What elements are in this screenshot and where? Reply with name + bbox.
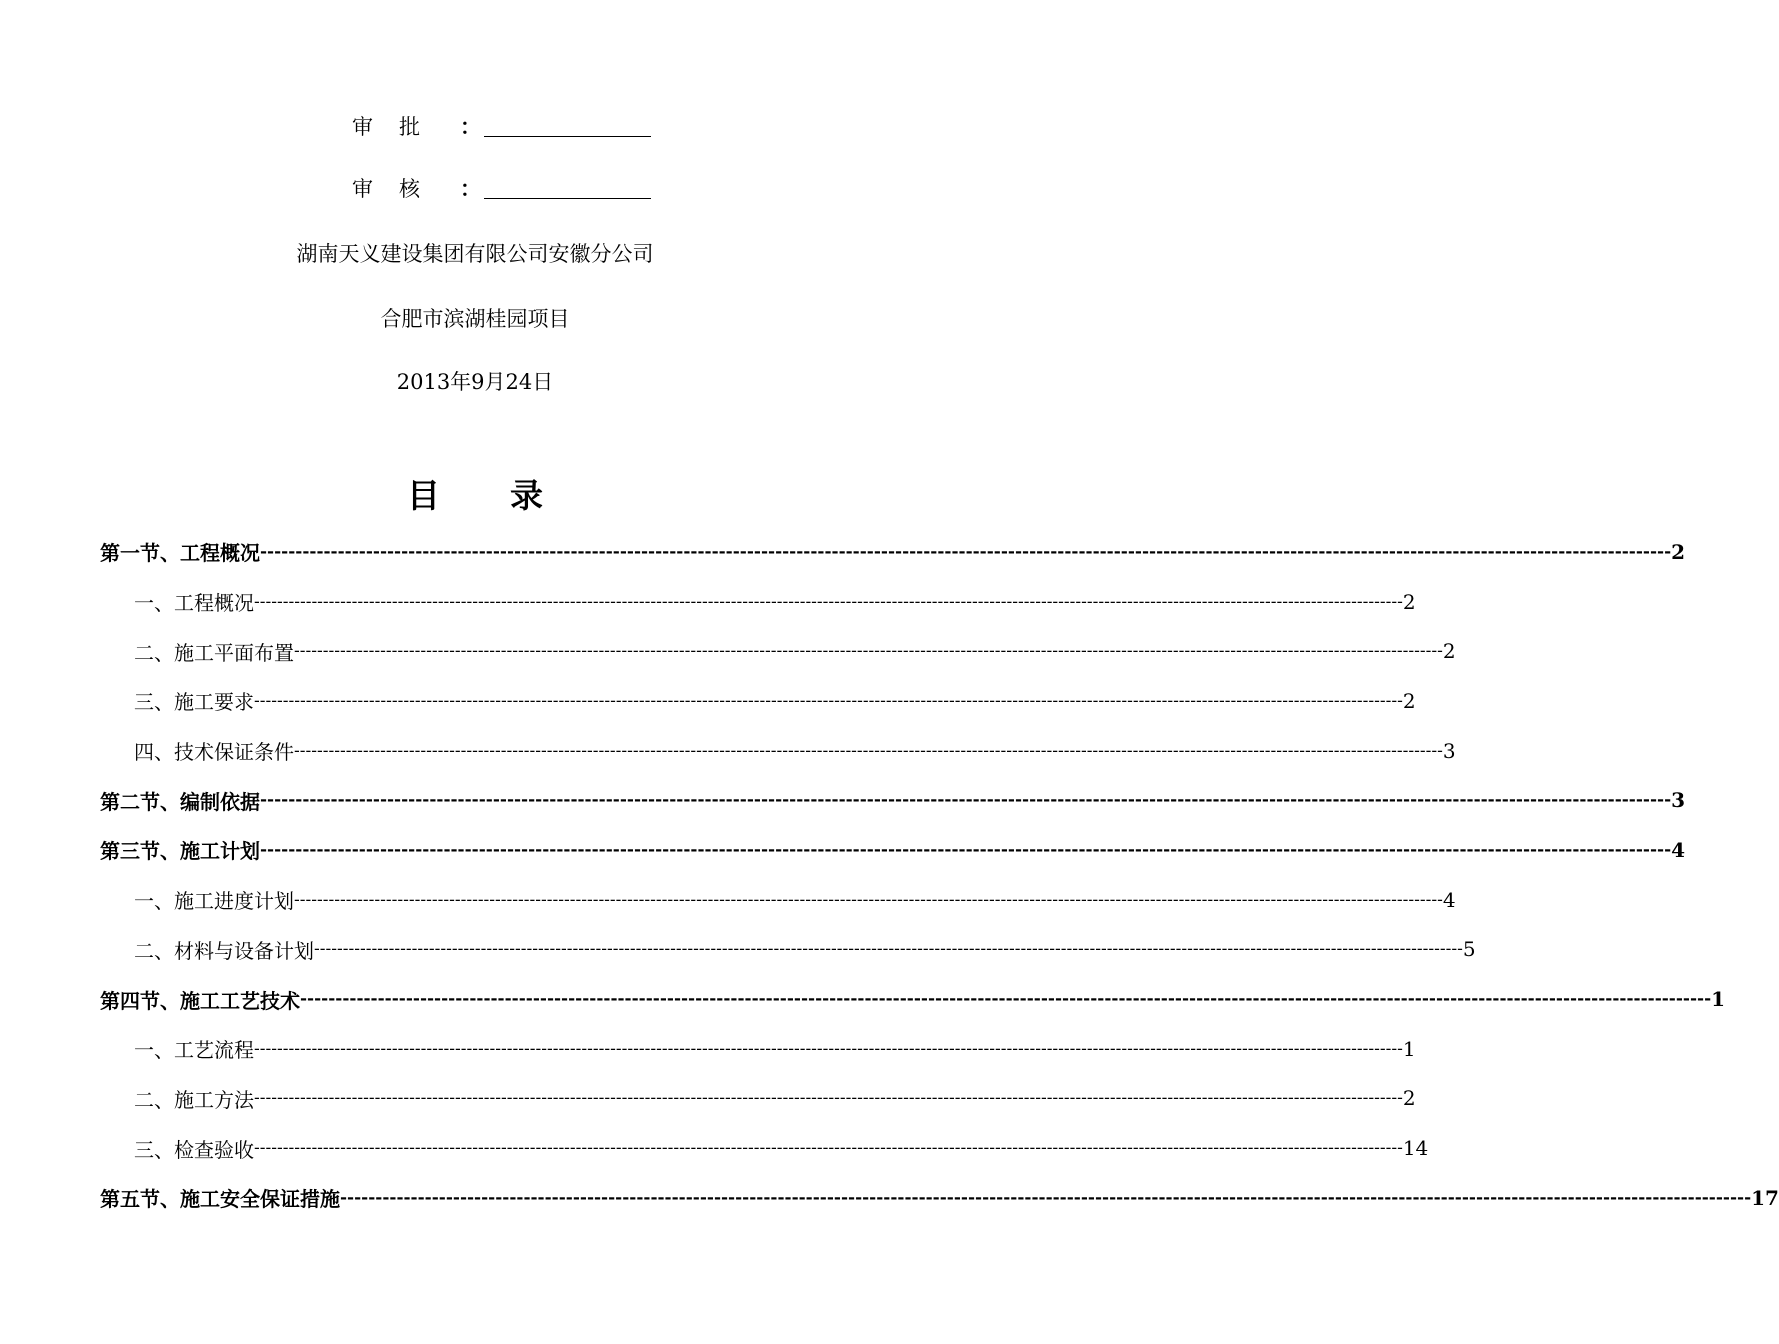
- toc-dot-leader: --------------------------------------------------------------------------------------------------------------------------------------------------------------------------------------------------------: [254, 690, 1403, 711]
- toc-page-number: 4: [1442, 887, 1456, 912]
- toc-entry-title: 二、施工平面布置: [134, 640, 294, 665]
- toc-section-entry[interactable]: [100, 775, 1686, 825]
- project-name: 合肥市滨湖桂园项目: [380, 307, 570, 331]
- toc-page-number: 5: [1462, 937, 1476, 962]
- company-name: 湖南天义建设集团有限公司安徽分公司: [296, 242, 654, 266]
- toc-dot-leader: --------------------------------------------------------------------------------------------------------------------------------------------------------------------------------------------------------: [294, 740, 1443, 761]
- toc-entry-title: 第五节、施工安全保证措施: [100, 1187, 340, 1212]
- toc-subsection-entry[interactable]: [100, 875, 1456, 925]
- toc-subsection-entry[interactable]: [100, 1074, 1416, 1124]
- approve-signature-line: [484, 136, 651, 137]
- toc-subsection-entry[interactable]: [100, 1123, 1429, 1173]
- toc-title-right: 录: [510, 476, 543, 515]
- toc-subsection-entry[interactable]: [100, 1024, 1416, 1074]
- toc-page-number: 4: [1671, 837, 1686, 862]
- toc-entry-title: 四、技术保证条件: [134, 740, 294, 765]
- toc-page-number: 14: [1402, 1136, 1429, 1161]
- toc-subsection-entry[interactable]: [100, 676, 1416, 726]
- toc-subsection-entry[interactable]: [100, 925, 1476, 975]
- toc-title-left: 目: [407, 476, 440, 515]
- toc-page-number: 2: [1671, 539, 1686, 564]
- toc-page-number: 3: [1442, 738, 1456, 763]
- toc-page-number: 2: [1402, 688, 1416, 713]
- review-label: 审核: [352, 177, 446, 201]
- toc-dot-leader: --------------------------------------------------------------------------------------------------------------------------------------------------------------------------------------------------------: [340, 1187, 1752, 1208]
- review-signature-line: [484, 198, 651, 199]
- toc-subsection-entry[interactable]: [100, 577, 1416, 627]
- toc-entry-title: 第一节、工程概况: [100, 541, 260, 566]
- toc-dot-leader: --------------------------------------------------------------------------------------------------------------------------------------------------------------------------------------------------------: [260, 541, 1672, 562]
- toc-dot-leader: --------------------------------------------------------------------------------------------------------------------------------------------------------------------------------------------------------: [254, 591, 1403, 612]
- toc-entry-title: 二、施工方法: [134, 1087, 254, 1112]
- toc-page-number: 3: [1671, 788, 1686, 813]
- toc-page-number: 17: [1751, 1185, 1779, 1210]
- table-of-contents: [100, 527, 1779, 1223]
- toc-dot-leader: --------------------------------------------------------------------------------------------------------------------------------------------------------------------------------------------------------: [294, 641, 1443, 662]
- toc-entry-title: 第三节、施工计划: [100, 839, 260, 864]
- toc-entry-title: 三、检查验收: [134, 1137, 254, 1162]
- toc-page-number: 1: [1402, 1036, 1416, 1061]
- toc-section-entry[interactable]: [100, 825, 1686, 875]
- toc-subsection-entry[interactable]: [100, 626, 1456, 676]
- approve-label: 审批: [352, 115, 446, 139]
- toc-dot-leader: --------------------------------------------------------------------------------------------------------------------------------------------------------------------------------------------------------: [254, 1138, 1403, 1159]
- toc-dot-leader: --------------------------------------------------------------------------------------------------------------------------------------------------------------------------------------------------------: [294, 889, 1443, 910]
- toc-entry-title: 第二节、编制依据: [100, 789, 260, 814]
- toc-subsection-entry[interactable]: [100, 726, 1456, 776]
- document-date: 2013年9月24日: [396, 370, 554, 394]
- toc-section-entry[interactable]: [100, 527, 1686, 577]
- toc-page-number: 1: [1711, 987, 1726, 1012]
- approve-colon: ：: [460, 114, 481, 139]
- toc-section-entry[interactable]: [100, 1173, 1779, 1223]
- toc-entry-title: 一、工艺流程: [134, 1038, 254, 1063]
- toc-dot-leader: --------------------------------------------------------------------------------------------------------------------------------------------------------------------------------------------------------: [260, 790, 1672, 811]
- toc-dot-leader: --------------------------------------------------------------------------------------------------------------------------------------------------------------------------------------------------------: [314, 939, 1463, 960]
- toc-entry-title: 二、材料与设备计划: [134, 938, 314, 963]
- toc-entry-title: 第四节、施工工艺技术: [100, 988, 300, 1013]
- toc-page-number: 2: [1402, 1086, 1416, 1111]
- toc-title: [0, 476, 950, 516]
- toc-dot-leader: --------------------------------------------------------------------------------------------------------------------------------------------------------------------------------------------------------: [300, 989, 1712, 1010]
- toc-entry-title: 三、施工要求: [134, 690, 254, 715]
- toc-entry-title: 一、施工进度计划: [134, 889, 294, 914]
- toc-section-entry[interactable]: [100, 974, 1726, 1024]
- toc-dot-leader: --------------------------------------------------------------------------------------------------------------------------------------------------------------------------------------------------------: [254, 1088, 1403, 1109]
- toc-page-number: 2: [1442, 639, 1456, 664]
- toc-dot-leader: --------------------------------------------------------------------------------------------------------------------------------------------------------------------------------------------------------: [260, 839, 1672, 860]
- review-colon: ：: [460, 176, 481, 201]
- toc-entry-title: 一、工程概况: [134, 591, 254, 616]
- toc-dot-leader: --------------------------------------------------------------------------------------------------------------------------------------------------------------------------------------------------------: [254, 1038, 1403, 1059]
- toc-page-number: 2: [1402, 589, 1416, 614]
